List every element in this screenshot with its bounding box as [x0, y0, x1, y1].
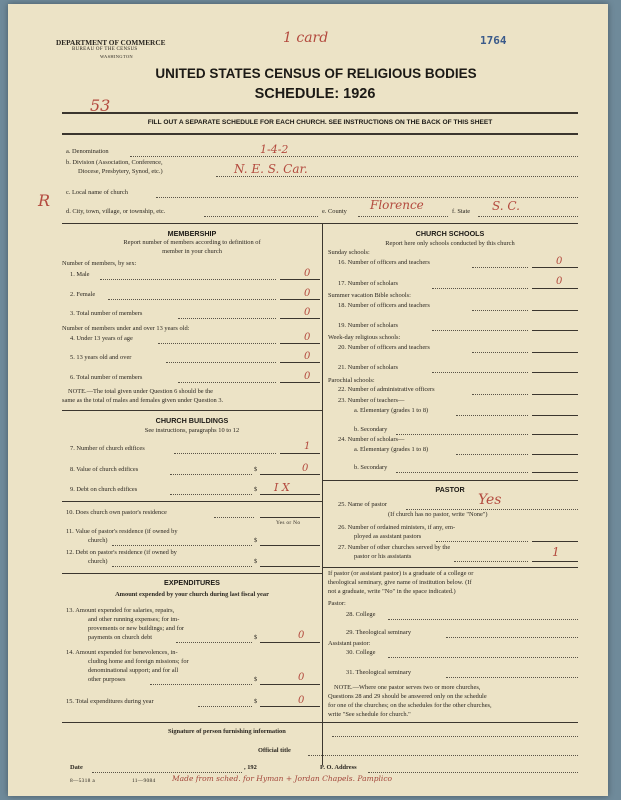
q7-value: 1 — [304, 441, 311, 452]
top-rule — [62, 112, 578, 114]
city-label: WASHINGTON — [100, 54, 133, 59]
handwritten-footnote: Made from sched. for Hyman + Jordan Chapels. Pamplico — [172, 774, 393, 783]
q14-value: 0 — [298, 672, 305, 683]
expenditures-title: EXPENDITURES — [164, 578, 220, 587]
division-line — [216, 176, 578, 177]
q11-label: 11. Value of pastor's residence (if owned by — [66, 528, 178, 535]
q25-note: (If church has no pastor, write "None") — [388, 511, 488, 518]
q9-label: 9. Debt on church edifices — [70, 486, 138, 493]
column-divider — [322, 223, 323, 765]
hand-card-note: 1 card — [283, 30, 329, 46]
q25-value: Yes — [478, 492, 502, 508]
q1-value: 0 — [304, 268, 311, 279]
division-label-2: Diocese, Presbytery, Synod, etc.) — [78, 168, 163, 175]
q21-label: 21. Number of scholars — [338, 364, 398, 371]
expenditures-intro: Amount expended by your church during last fiscal year — [115, 591, 269, 598]
dept-label: DEPARTMENT OF COMMERCE — [56, 38, 166, 47]
city-line — [204, 216, 318, 217]
q17-label: 17. Number of scholars — [338, 280, 398, 287]
instruction-line: FILL OUT A SEPARATE SCHEDULE FOR EACH CHURCH. SEE INSTRUCTIONS ON THE BACK OF THIS SHEET — [147, 119, 493, 126]
membership-title: MEMBERSHIP — [167, 229, 217, 238]
q25-label: 25. Name of pastor — [338, 501, 387, 508]
city-field-label: d. City, town, village, or township, etc. — [66, 208, 166, 215]
q24-label: 24. Number of scholars— — [338, 436, 405, 443]
q15-label: 15. Total expenditures during year — [66, 698, 154, 705]
q19-label: 19. Number of scholars — [338, 322, 398, 329]
q16-label: 16. Number of officers and teachers — [338, 259, 430, 266]
q14-label: 14. Amount expended for benevolences, in- — [66, 649, 178, 656]
q27-label: 27. Number of other churches served by the — [338, 544, 451, 551]
county-label: e. County — [322, 208, 347, 215]
signature-label: Signature of person furnishing information — [168, 728, 286, 735]
denomination-value: 1-4-2 — [260, 143, 289, 156]
denomination-label: a. Denomination — [66, 148, 109, 155]
schools-intro: Report here only schools conducted by this church — [385, 240, 515, 247]
q3-label: 3. Total number of members — [70, 310, 143, 317]
official-title-label: Official title — [258, 747, 291, 754]
state-label: f. State — [452, 208, 471, 215]
po-address-label: P. O. Address — [320, 764, 357, 771]
q5-value: 0 — [304, 351, 311, 362]
q10-label: 10. Does church own pastor's residence — [66, 509, 167, 516]
q5-label: 5. 13 years old and over — [70, 354, 132, 361]
denomination-line — [130, 156, 578, 157]
q26-label: 26. Number of ordained ministers, if any, em- — [338, 524, 456, 531]
q27-value: 1 — [552, 545, 560, 559]
q4-value: 0 — [304, 332, 311, 343]
buildings-intro: See instructions, paragraphs 10 to 12 — [144, 427, 240, 434]
by-sex-label: Number of members, by sex: — [62, 260, 137, 267]
form-subtitle: SCHEDULE: 1926 — [254, 86, 376, 102]
state-value: S. C. — [492, 199, 520, 213]
q13-label: 13. Amount expended for salaries, repairs, — [66, 607, 175, 614]
membership-intro-1: Report number of members according to definition of — [123, 239, 261, 246]
q29-label: 29. Theological seminary — [346, 629, 412, 636]
q4-label: 4. Under 13 years of age — [70, 335, 133, 342]
census-schedule-page: DEPARTMENT OF COMMERCE BUREAU OF THE CENSUS WASHINGTON 1 card 1764 53 UNITED STATES CENSUS OF RELIGIOUS BODIES SCHEDULE: 1926 FILL OUT A SEPARATE SCHEDULE FOR EACH CHURCH. SEE INSTRUCTIONS ON THE BACK OF THIS SHEET a. Denomination 1-4-2 b. Division (Association, Conference, Diocese, Presbytery, Synod, etc.) N. E. S. Car. c. Local name of church R d. City, town, village, or township, etc. e. County Florence f. State S. C. MEMBERSHIP Report number of members according to definition of member in your church Number of members, by sex: 1. Male 0 2. Female 0 3. Total number of members 0 Number of members under and over 13 years old: 4. Under 13 years of age 0 5. 13 years old and over 0 6. Total number of members 0 NOTE.—The total given under Question 6 should be the same as the total of males and females given under Question 3. CHURCH BUILDINGS See instructions, paragraphs 10 to 12 7. Number of church edifices 1 8. Value of church edifices $ 0 9. Debt on church edifices $ I X 10. Does church own pastor's residence Yes or No 11. Value of pastor's residence (if owned by church) $ 12. Debt on pastor's residence (if owned by church) $ EXPENDITURES Amount expended by your church during last fiscal year 13. Amount expended for salaries, repairs, and other running expenses; for im- provements or new buildings; and for payments on church debt $ 0 14. Amount expended for benevolences, in- cluding home and foreign missions; for denominational support; and for all other purposes $ 0 15. Total expenditures during year $ 0 CHURCH SCHOOLS Report here only schools conducted by this church Sunday schools: 16. Number of officers and teachers 0 17. Number of scholars 0 Summer vacation Bible schools: 18. Number of officers and teachers 19. Number of scholars Week-day religious schools: 20. Number of officers and teachers 21. Number of scholars Parochial schools: 22. Number of administrative officers 23. Number of teachers— a. Elementary (grades 1 to 8) b. Secondary 24. Number of scholars— a. Elementary (grades 1 to 8) b. Secondary PASTOR 25. Name of pastor Yes (If church has no pastor, write "None") 26. Number of ordained ministers, if any, em- ployed as assistant pastors 27. Number of other churches served by the pastor or his assistants 1 If pastor (or assistant pastor) is a graduate of a college or theological seminary, give name of institution below. (If not a graduate, write "No" in the space indicated.) Pastor: 28. College 29. Theological seminary Assistant pastor: 30. College 31. Theological seminary NOTE.—Where one pastor serves two or more churches, Questions 28 and 29 should be answered only on the schedule for one of the churches; on the schedules for the other churches, write "See schedule for church." Signature of person furnishing information Official title Date , 192 P. O. Address 8—5318 a 11—9084 Made from sched. for Hyman + Jordan Chapels. Pamplico — [8, 4, 608, 796]
q12-label: 12. Debt on pastor's residence (if owned by — [66, 549, 177, 556]
margin-mark: R — [38, 191, 51, 210]
q2-label: 2. Female — [70, 291, 96, 298]
q18-label: 18. Number of officers and teachers — [338, 302, 430, 309]
form-number-2: 11—9084 — [132, 778, 156, 784]
bureau-label: BUREAU OF THE CENSUS — [72, 47, 138, 52]
q28-label: 28. College — [346, 611, 376, 618]
county-value: Florence — [370, 198, 424, 212]
date-label: Date — [70, 764, 83, 771]
q15-value: 0 — [298, 695, 305, 706]
identity-rule — [62, 223, 578, 224]
q8-value: 0 — [302, 463, 309, 474]
county-line — [358, 216, 448, 217]
form-number-1: 8—5318 a — [70, 778, 96, 784]
schools-title: CHURCH SCHOOLS — [415, 229, 485, 238]
q20-label: 20. Number of officers and teachers — [338, 344, 430, 351]
q6-value: 0 — [304, 371, 311, 382]
buildings-title: CHURCH BUILDINGS — [155, 416, 229, 425]
hand-number: 53 — [90, 96, 111, 115]
q17-value: 0 — [556, 276, 563, 287]
division-label: b. Division (Association, Conference, — [66, 159, 163, 166]
pastor-title: PASTOR — [435, 485, 465, 494]
division-value: N. E. S. Car. — [234, 162, 308, 176]
stamp-number: 1764 — [480, 34, 507, 47]
church-name-label: c. Local name of church — [66, 189, 128, 196]
form-title: UNITED STATES CENSUS OF RELIGIOUS BODIES — [155, 66, 477, 81]
church-name-line — [156, 197, 578, 198]
q1-label: 1. Male — [70, 271, 90, 278]
q8-label: 8. Value of church edifices — [70, 466, 139, 473]
q31-label: 31. Theological seminary — [346, 669, 412, 676]
membership-intro-2: member in your church — [162, 248, 222, 255]
q23-label: 23. Number of teachers— — [338, 397, 405, 404]
by-age-label: Number of members under and over 13 years old: — [62, 325, 190, 332]
q6-label: 6. Total number of members — [70, 374, 143, 381]
q30-label: 30. College — [346, 649, 376, 656]
q2-value: 0 — [304, 288, 311, 299]
state-line — [478, 216, 578, 217]
membership-note-1: NOTE.—The total given under Question 6 should be the — [68, 388, 214, 395]
q9-value: I X — [274, 481, 290, 494]
q7-label: 7. Number of church edifices — [70, 445, 145, 452]
q13-value: 0 — [298, 630, 305, 641]
instruction-rule — [62, 133, 578, 135]
q3-value: 0 — [304, 307, 311, 318]
membership-note-2: same as the total of males and females given under Question 3. — [62, 397, 224, 404]
q16-value: 0 — [556, 256, 563, 267]
q22-label: 22. Number of administrative officers — [338, 386, 435, 393]
yes-no-hint: Yes or No — [276, 520, 301, 526]
